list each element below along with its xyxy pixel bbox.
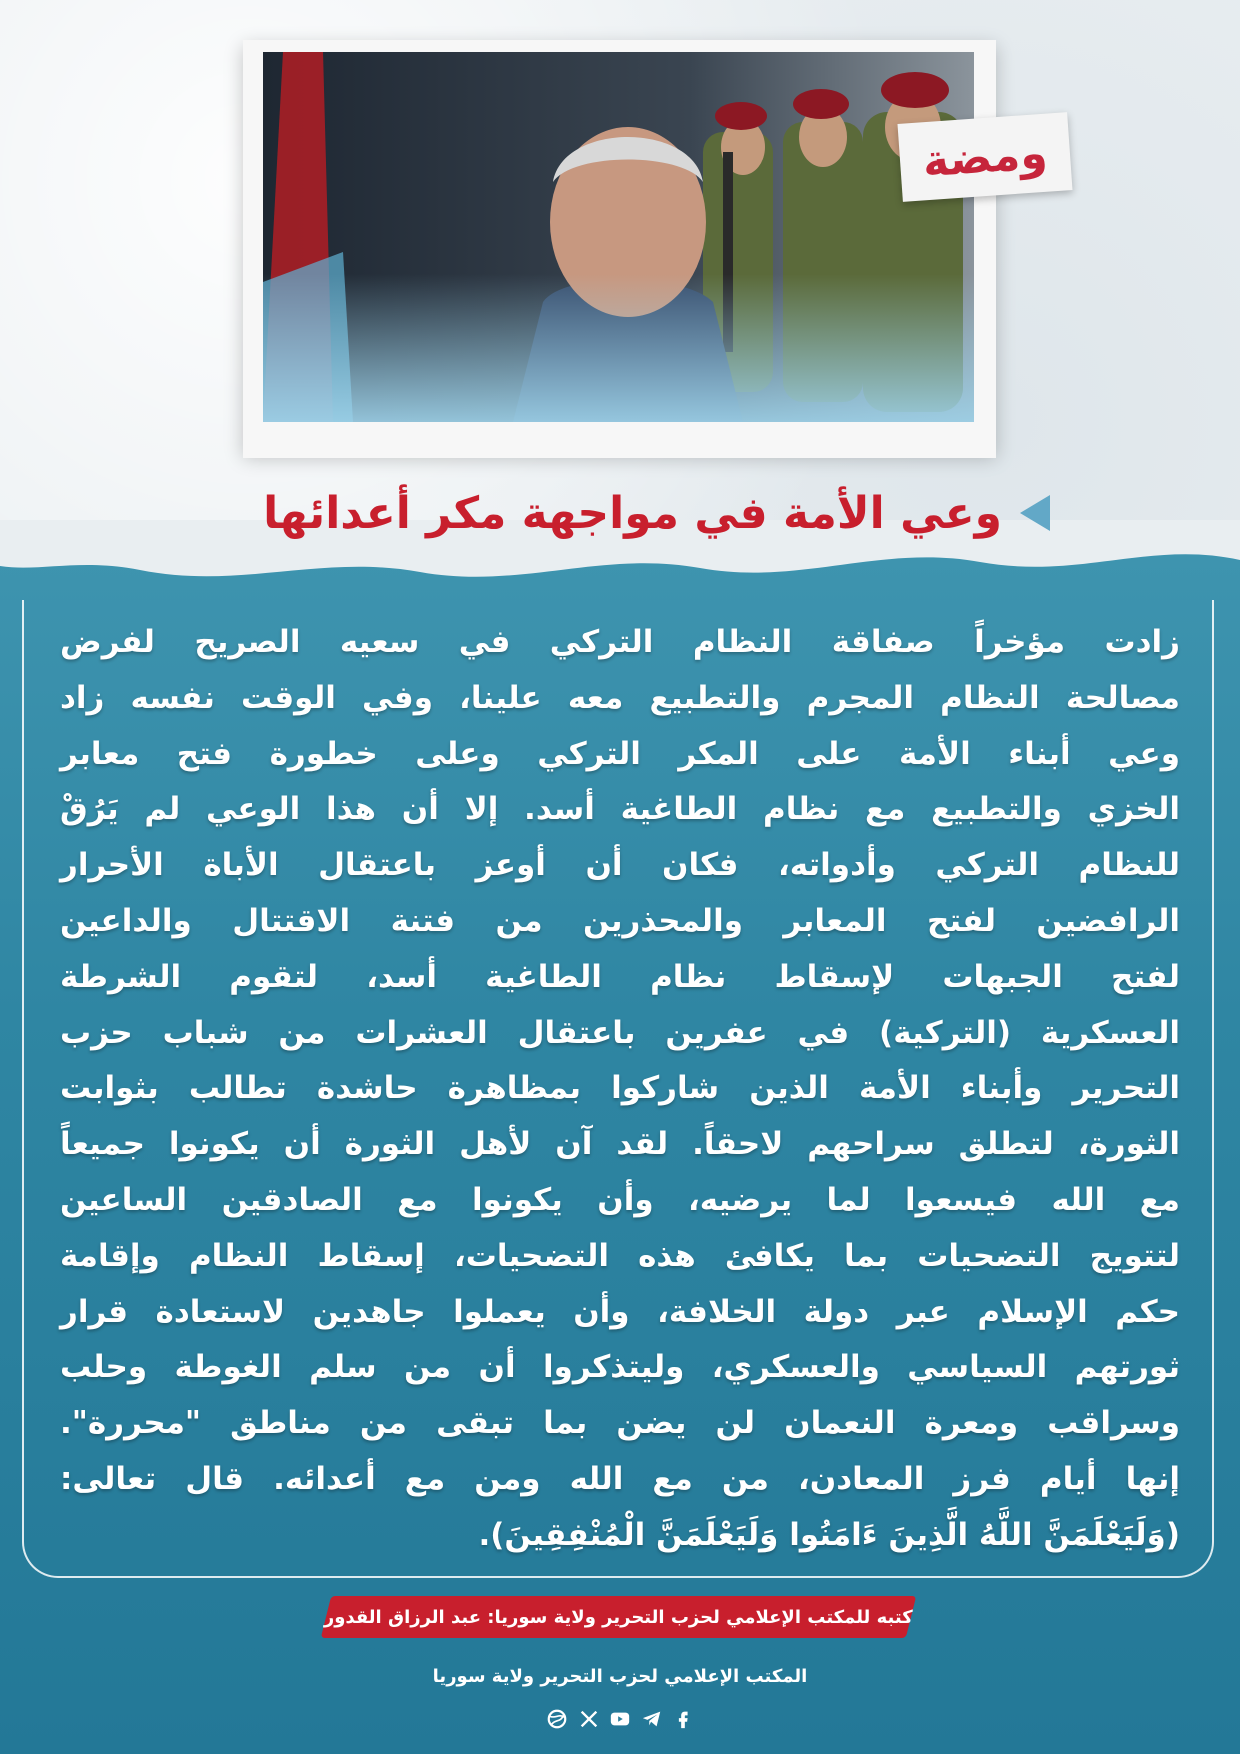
title-row	[230, 478, 1050, 548]
article-line: إنها أيام فرز المعادن، من مع الله ومن مع أعدائه. قال تعالى:	[60, 1460, 1180, 1497]
title-arrow-icon	[1020, 495, 1050, 531]
article-line: زادت مؤخراً صفاقة النظام التركي في سعيه الصريح لفرض	[60, 624, 1180, 660]
article-line: الرافضين لفتح المعابر والمحذرين من فتنة الاقتتال والداعين	[60, 902, 1180, 939]
author-credit: كتبه للمكتب الإعلامي لحزب التحرير ولاية سوريا: عبد الرزاق القدور	[324, 1606, 913, 1628]
facebook-icon[interactable]	[671, 1707, 695, 1731]
brand-badge	[897, 112, 1072, 202]
article-line: الخزي والتطبيع مع نظام الطاغية أسد. إلا أن هذا الوعي لم يَرُقْ	[60, 791, 1180, 828]
article-line: وعي أبناء الأمة على المكر التركي وعلى خطورة فتح معابر	[60, 735, 1180, 772]
brand-logo-text: ومضة	[921, 127, 1049, 187]
article-line: التحرير وأبناء الأمة الذين شاركوا بمظاهرة حاشدة تطالب بثوابت	[60, 1070, 1180, 1107]
article-line: مع الله فيسعوا لما يرضيه، وأن يكونوا مع الصادقين الساعين	[60, 1181, 1180, 1218]
office-name: المكتب الإعلامي لحزب التحرير ولاية سوريا	[432, 1666, 808, 1687]
article-line: وسراقب ومعرة النعمان لن يضن بما تبقى من مناطق "محررة".	[60, 1405, 1180, 1442]
photo-frame	[243, 40, 996, 452]
page-title: وعي الأمة في مواجهة مكر أعدائها	[263, 487, 1002, 539]
article-line: العسكرية (التركية) في عفرين باعتقال العشرات من شباب حزب	[60, 1014, 1180, 1051]
article-line: ثورتهم السياسي والعسكري، وليتذكروا أن من سلم الغوطة وحلب	[60, 1349, 1180, 1386]
author-badge	[321, 1596, 916, 1638]
article-line: لتتويج التضحيات بما يكافئ هذه التضحيات، إسقاط النظام وإقامة	[60, 1237, 1180, 1274]
x-icon[interactable]	[577, 1707, 601, 1731]
telegram-icon[interactable]	[640, 1707, 664, 1731]
header-photo	[263, 52, 974, 422]
article-line: للنظام التركي وأدواته، فكان أن أوعز باعتقال الأباة الأحرار	[60, 847, 1180, 884]
article-body	[60, 615, 1180, 1564]
article-line: (وَلَيَعْلَمَنَّ اللَّهُ الَّذِينَ ءَامَنُوا وَلَيَعْلَمَنَّ الْمُنْفِقِينَ).	[478, 1516, 1180, 1553]
social-links	[545, 1704, 695, 1734]
torn-paper-edge	[243, 418, 996, 458]
youtube-icon[interactable]	[608, 1707, 632, 1731]
article-line: لفتح الجبهات لإسقاط نظام الطاغية أسد، لتقوم الشرطة	[60, 958, 1180, 995]
article-line: حكم الإسلام عبر دولة الخلافة، وأن يعملوا جاهدين لاستعادة قرار	[60, 1293, 1180, 1330]
article-line: الثورة، لتطلق سراحهم لاحقاً. لقد آن لأهل الثورة أن يكونوا جميعاً	[60, 1126, 1180, 1163]
article-line: مصالحة النظام المجرم والتطبيع معه علينا، وفي الوقت نفسه زاد	[60, 679, 1180, 716]
website-icon[interactable]	[545, 1707, 569, 1731]
